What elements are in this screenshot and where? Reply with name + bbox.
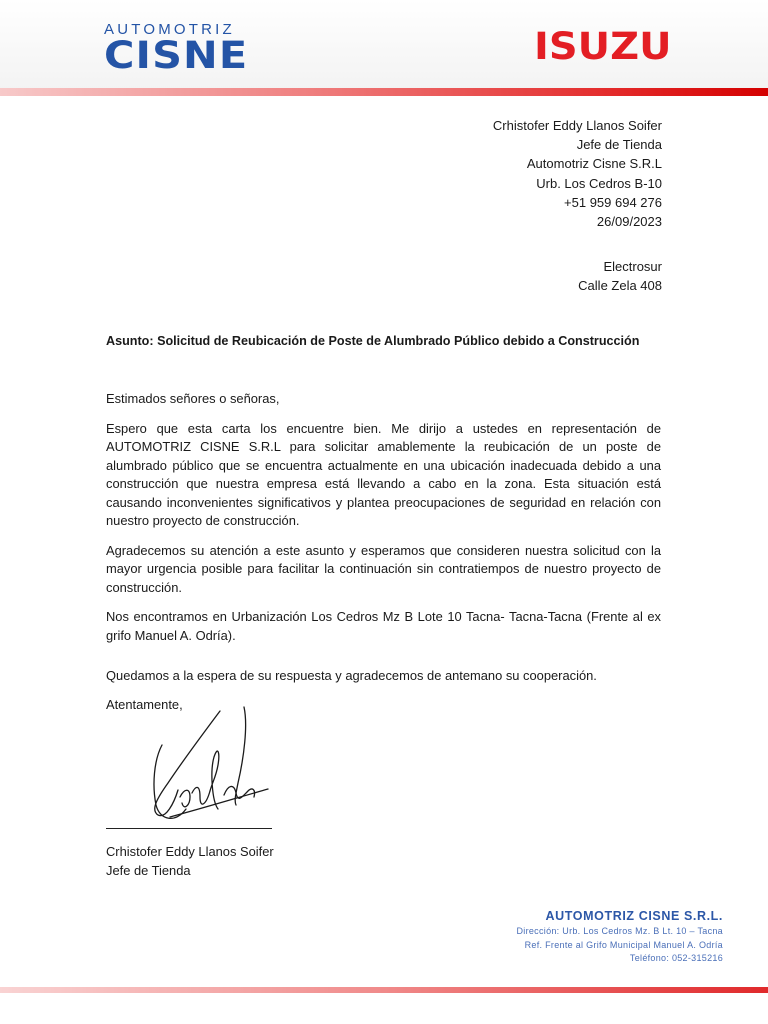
sender-role: Jefe de Tienda bbox=[576, 137, 662, 153]
recipient-address: Calle Zela 408 bbox=[578, 278, 662, 294]
logo-bottom-text: CISNE bbox=[104, 34, 249, 77]
sender-company: Automotriz Cisne S.R.L bbox=[526, 156, 662, 172]
greeting: Estimados señores o señoras, bbox=[106, 391, 280, 406]
footer-company: AUTOMOTRIZ CISNE S.R.L. bbox=[545, 909, 723, 923]
header-stripe bbox=[0, 88, 768, 96]
sign-off: Atentamente, bbox=[106, 697, 183, 712]
letter-date: 26/09/2023 bbox=[596, 214, 662, 230]
closing-sentence: Quedamos a la espera de su respuesta y agradecemos de antemano su cooperación. bbox=[106, 668, 597, 683]
signature-line bbox=[106, 828, 272, 829]
footer-stripe bbox=[0, 987, 768, 993]
logo-top-text: AUTOMOTRIZ bbox=[104, 21, 235, 38]
body-paragraph: Nos encontramos en Urbanización Los Cedros Mz B Lote 10 Tacna- Tacna-Tacna (Frente al ex grifo Manuel A. Odría). bbox=[106, 609, 661, 643]
body-paragraph: Espero que esta carta los encuentre bien. Me dirijo a ustedes en representación de AUTOMOTRIZ CISNE S.R.L para solicitar amablemente la reubicación de un poste de alumbrado público que se encuentra actualmente en una ubicación inadecuada debido a una construcción que nuestra empresa está llevando a cabo en la zona. Esta situación está causando inconvenientes significativos y plantea preocupaciones de seguridad en relación con nuestro proyecto de construcción. bbox=[106, 420, 661, 528]
footer-reference: Ref. Frente al Grifo Municipal Manuel A. Odría bbox=[524, 939, 723, 950]
sender-address: Urb. Los Cedros B-10 bbox=[536, 175, 662, 191]
recipient-name: Electrosur bbox=[603, 259, 662, 274]
sender-phone: +51 959 694 276 bbox=[564, 194, 662, 210]
letterhead-footer bbox=[516, 907, 723, 966]
sender-name: Crhistofer Eddy Llanos Soifer bbox=[492, 118, 662, 133]
sender-block bbox=[493, 116, 662, 231]
recipient-block bbox=[578, 257, 662, 295]
isuzu-logo: ISUZU bbox=[534, 25, 672, 68]
handwritten-signature bbox=[140, 705, 280, 830]
letter-subject: Asunto: Solicitud de Reubicación de Poste de Alumbrado Público debido a Construcción bbox=[106, 334, 640, 348]
footer-phone: Teléfono: 052-315216 bbox=[629, 953, 723, 963]
automotriz-cisne-logo bbox=[104, 21, 274, 77]
letter-body bbox=[106, 390, 661, 656]
body-paragraph: Agradecemos su atención a este asunto y esperamos que consideren nuestra solicitud con la mayor urgencia posible para facilitar la continuación sin contratiempos de nuestro proyecto de construcción. bbox=[106, 542, 661, 595]
signer-name: Crhistofer Eddy Llanos Soifer bbox=[106, 844, 274, 859]
signer-role: Jefe de Tienda bbox=[106, 863, 191, 878]
footer-address: Dirección: Urb. Los Cedros Mz. B Lt. 10 – Tacna bbox=[516, 926, 723, 936]
signer-block bbox=[106, 842, 274, 880]
